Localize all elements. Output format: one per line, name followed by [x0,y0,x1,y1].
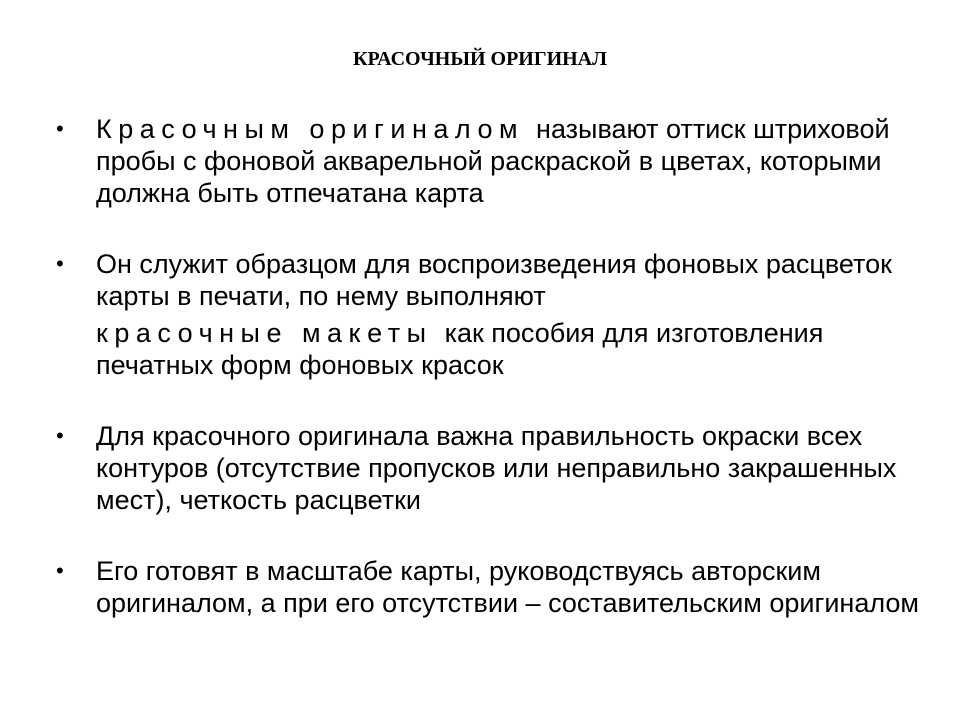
bullet-item-3 [56,420,926,516]
bullet-body: Он служит образцом для воспроизведения фоновых расцветок карты в печати, по нему выполняют [96,249,892,311]
bullet-marker: • [56,116,64,141]
bullet-body: называют оттиск штриховой пробы с фоновой акварельной раскраской в цветах, которыми должна быть отпечатана карта [96,114,890,208]
bullet-body-after: как пособия для изготовления печатных форм фоновых красок [96,318,824,380]
slide-title: КРАСОЧНЫЙ ОРИГИНАЛ [352,48,608,70]
emphasized-term: Красочным оригиналом [96,114,525,144]
bullet-item-2 [56,248,926,381]
bullet-body: Для красочного оригинала важна правильность окраски всех контуров (отсутствие пропусков или неправильно закрашенных мест), четкость расцветки [96,421,897,515]
bullet-text [96,113,926,209]
emphasized-term: красочные макеты [96,318,433,348]
bullet-item-1 [56,113,926,209]
bullet-text [96,248,926,381]
bullet-item-4 [56,555,926,619]
bullet-marker: • [56,423,64,448]
bullet-body: Его готовят в масштабе карты, руководствуясь авторским оригиналом, а при его отсутствии – составительским оригиналом [96,556,919,618]
bullet-marker: • [56,251,64,276]
bullet-list [56,113,926,619]
bullet-marker: • [56,558,64,583]
bullet-continuation [96,317,926,381]
